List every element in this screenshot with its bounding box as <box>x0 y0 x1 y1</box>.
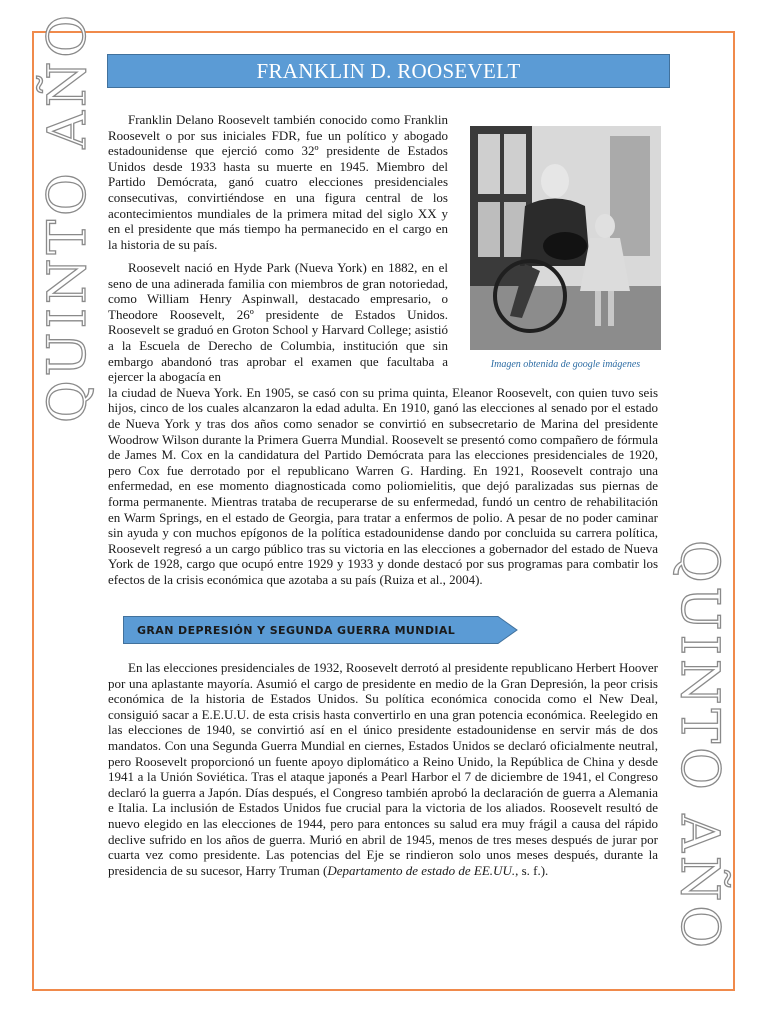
depression-war-text: En las elecciones presidenciales de 1932, Roosevelt derrotó al presidente republicano Herbert Hoover por una aplastante mayoría. Asumió el cargo de presidente en medio de la Gran Depresión, la peor crisis económica de la historia de Estados Unidos. Su política económica conocida como el New Deal, consiguió sacar a E.E.U.U. de esta crisis hasta convertirlo en una gran potencia económica. Reelegido en las elecciones de 1940, se convirtió así en el único presidente estadounidense en servir más de dos mandatos. Con una Segunda Guerra Mundial en ciernes, Estados Unidos se declaró oficialmente neutral, pero Roosevelt proporcionó un fuente apoyo diplomático a Reino Unido, la República de China y desde 1941 a la Unión Soviética. Tras el ataque japonés a Pearl Harbor el 7 de diciembre de 1941, el Congreso declaró la guerra a Japón. Días después, el Congreso también aprobó la declaración de guerra a Alemania e Italia. La inclusión de Estados Unidos fue crucial para la victoria de los aliados. Roosevelt resultó de nuevo elegido en las elecciones de 1944, pero para entonces su salud era muy frágil a causa del rápido declive sufrido en los años de guerra. Murió en abril de 1945, menos de tres meses después de jurar por cuarta vez como presidente. Las potencias del Eje se rindieron solo unos meses después, durante la presidencia de su sucesor, Harry Truman ( <box>108 660 658 878</box>
side-label-right: QUINTO AÑO <box>669 540 729 953</box>
depression-war-paragraph <box>108 660 658 878</box>
section-heading-banner <box>123 616 518 644</box>
photo-caption: Imagen obtenida de google imágenes <box>490 359 641 370</box>
citation-source: Departamento de estado de EE.UU. <box>327 862 516 878</box>
intro-paragraph <box>108 112 448 252</box>
intro-paragraph-text: Franklin Delano Roosevelt también conocido como Franklin Roosevelt o por sus iniciales FDR, fue un político y abogado estadounidense que ejerció como 32º presidente de Estados Unidos desde 1933 hasta su muerte en 1945. Miembro del Partido Demócrata, ganó cuatro elecciones presidenciales consecutivas, convirtiéndose en una figura central de los acontecimientos mundiales de la primera mitad del siglo XX y en el presidente que más tiempo ha permanecido en el cargo en la historia de su país. <box>108 112 448 252</box>
section-heading: GRAN DEPRESIÓN Y SEGUNDA GUERRA MUNDIAL <box>137 624 456 637</box>
citation-end: , s. f.). <box>515 862 549 878</box>
early-life-text-wide: la ciudad de Nueva York. En 1905, se casó con su prima quinta, Eleanor Roosevelt, con quien tuvo seis hijos, cinco de los cuales alcanzaron la edad adulta. En 1910, ganó las elecciones al senado por el estado de Nueva York y tras dos años como senador se convirtió en subsecretario de Marina del presidente Woodrow Wilson durante la Primera Guerra Mundial. Roosevelt se presentó como compañero de fórmula de James M. Cox en la candidatura del Partido Demócrata para las elecciones presidenciales de 1920, pero Cox fue derrotado por el republicano Warren G. Harding. En 1921, Roosevelt contrajo una enfermedad, en ese momento diagnosticada como poliomielitis, que dejó paralizadas sus piernas de forma permanente. Mientras trataba de recuperarse de su enfermedad, fundó un centro de rehabilitación en Warm Springs, en el estado de Georgia, para tratar a enfermos de polio. A pesar de no poder caminar sin ayuda y con muchos epígonos de la política estadounidense dando por concluida su carrera política, Roosevelt regresó a un cargo público tras su victoria en las elecciones a gobernador del estado de Nueva York de 1928, cargo que ocupó entre 1929 y 1933 y donde destacó por sus programas para combatir los efectos de la crisis económica que azotaba a su país (Ruiza et al., 2004). <box>108 384 658 587</box>
page-title: FRANKLIN D. ROOSEVELT <box>107 54 670 88</box>
early-life-paragraph <box>108 260 768 587</box>
side-label-left: QUINTO AÑO <box>38 10 98 423</box>
early-life-text-narrow: Roosevelt nació en Hyde Park (Nueva York) en 1882, en el seno de una adinerada familia con miembros de gran notoriedad, como William Henry Aspinwall, destacado empresario, o Theodore Roosevelt, 26º presidente de Estados Unidos. Roosevelt se graduó en Groton School y Harvard College; asistió a la Escuela de Derecho de Columbia, institución que sin embargo abandonó tras aprobar el examen que facultaba a ejercer la abogacía en <box>108 260 448 385</box>
